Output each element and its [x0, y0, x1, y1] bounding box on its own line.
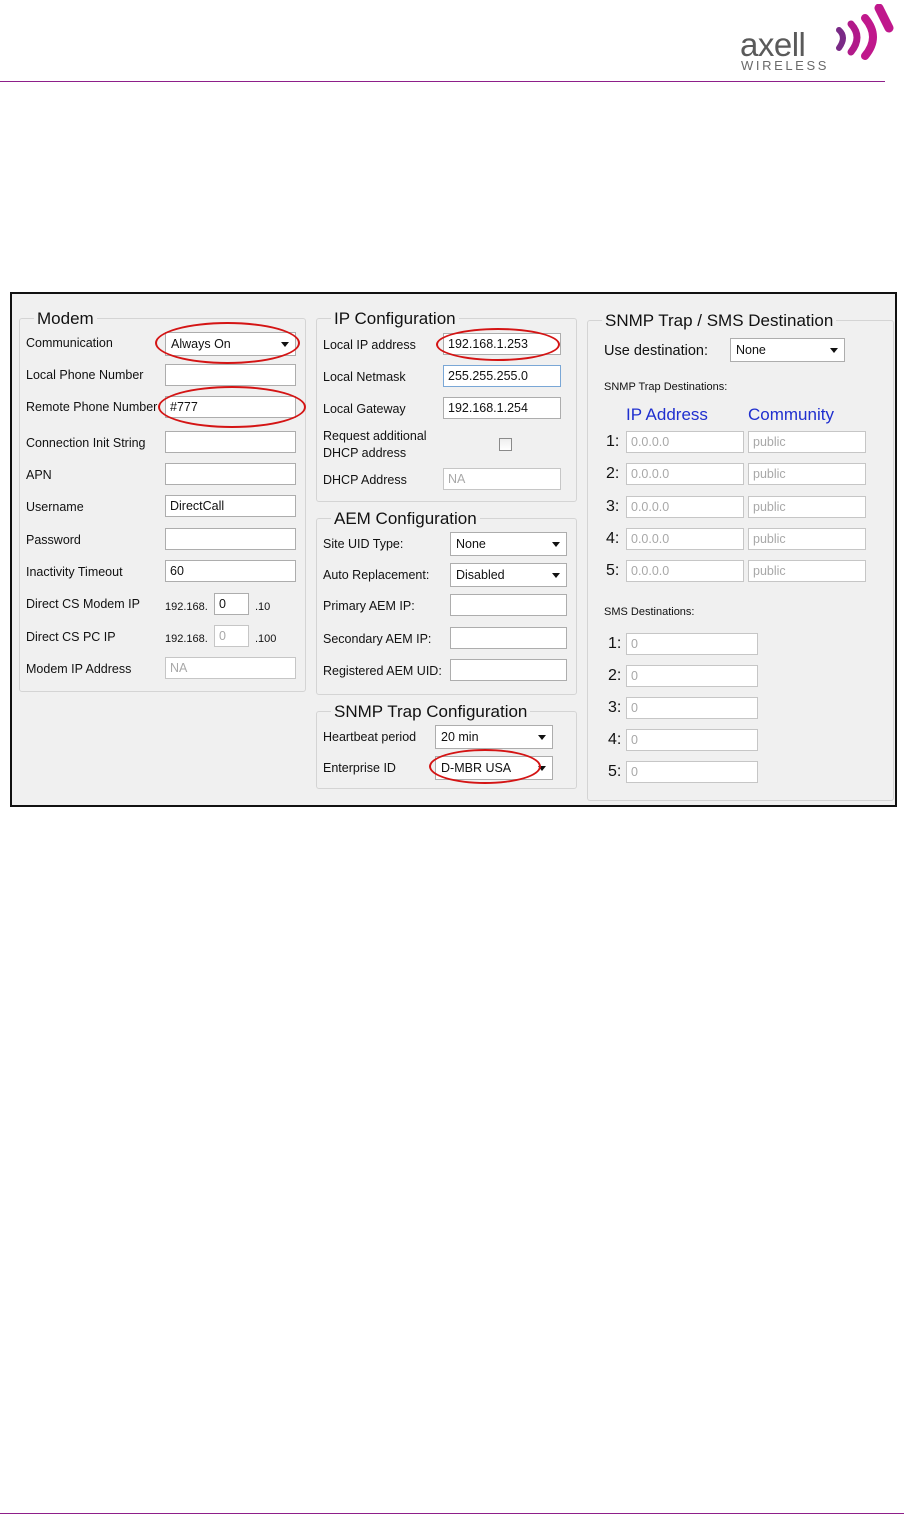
logo-signal-icon	[829, 4, 901, 60]
registered-aem-uid-input[interactable]	[450, 659, 567, 681]
sms-row-number: 2:	[608, 667, 622, 684]
site-uid-type-select[interactable]	[450, 532, 567, 556]
enterprise-id-label: Enterprise ID	[323, 761, 396, 775]
use-destination-select[interactable]	[730, 338, 845, 362]
header-rule	[0, 81, 885, 82]
site-uid-type-label: Site UID Type:	[323, 537, 404, 551]
cs-pc-ip-prefix: 192.168.	[165, 633, 208, 645]
connection-init-input[interactable]	[165, 431, 296, 453]
trap-community-input[interactable]: public	[748, 496, 866, 518]
dhcp-request-label-line2: DHCP address	[323, 446, 407, 460]
cs-pc-ip-label: Direct CS PC IP	[26, 630, 116, 644]
password-input[interactable]	[165, 528, 296, 550]
ip-address-column-header: IP Address	[626, 405, 708, 424]
modem-title: Modem	[37, 309, 94, 328]
chevron-down-icon	[552, 542, 560, 547]
trap-row-number: 2:	[606, 465, 620, 482]
chevron-down-icon	[830, 348, 838, 353]
cs-pc-ip-suffix: .100	[255, 633, 277, 645]
sms-destination-input[interactable]: 0	[626, 729, 758, 751]
dhcp-request-label-line1: Request additional	[323, 429, 427, 443]
password-label: Password	[26, 533, 81, 547]
sms-row-number: 5:	[608, 763, 622, 780]
modem-ip-label: Modem IP Address	[26, 662, 132, 676]
local-phone-input[interactable]	[165, 364, 296, 386]
site-uid-type-value: None	[456, 537, 486, 551]
trap-community-input[interactable]: public	[748, 463, 866, 485]
apn-input[interactable]	[165, 463, 296, 485]
use-destination-label: Use destination:	[604, 343, 708, 359]
cs-modem-ip-label: Direct CS Modem IP	[26, 597, 140, 611]
use-destination-value: None	[736, 343, 766, 357]
cs-modem-ip-suffix: .10	[255, 601, 271, 613]
auto-replacement-value: Disabled	[456, 568, 505, 582]
configuration-screenshot	[10, 292, 897, 807]
registered-aem-uid-label: Registered AEM UID:	[323, 664, 442, 678]
auto-replacement-label: Auto Replacement:	[323, 568, 430, 582]
communication-label: Communication	[26, 336, 113, 350]
trap-community-input[interactable]: public	[748, 528, 866, 550]
cs-modem-ip-input[interactable]: 0	[214, 593, 249, 615]
sms-destination-input[interactable]: 0	[626, 633, 758, 655]
secondary-aem-ip-input[interactable]	[450, 627, 567, 649]
trap-row-number: 4:	[606, 530, 620, 547]
enterprise-id-value: D-MBR USA	[441, 761, 512, 775]
axell-logo	[704, 0, 904, 80]
local-phone-label: Local Phone Number	[26, 368, 144, 382]
primary-aem-ip-label: Primary AEM IP:	[323, 599, 415, 613]
enterprise-id-select[interactable]	[435, 756, 553, 780]
community-column-header: Community	[748, 405, 834, 424]
logo-tagline: WIRELESS	[741, 58, 829, 73]
heartbeat-label: Heartbeat period	[323, 730, 417, 744]
ip-config-title: IP Configuration	[334, 309, 456, 328]
heartbeat-select[interactable]	[435, 725, 553, 749]
auto-replacement-select[interactable]	[450, 563, 567, 587]
local-ip-input[interactable]: 192.168.1.253	[443, 333, 561, 355]
chevron-down-icon	[281, 342, 289, 347]
snmp-trap-config-title: SNMP Trap Configuration	[334, 702, 528, 721]
cs-pc-ip-input[interactable]: 0	[214, 625, 249, 647]
remote-phone-label: Remote Phone Number	[26, 400, 158, 414]
sms-row-number: 3:	[608, 699, 622, 716]
footer-rule	[0, 1513, 904, 1514]
gateway-label: Local Gateway	[323, 402, 406, 416]
communication-value: Always On	[171, 337, 231, 351]
trap-ip-input[interactable]: 0.0.0.0	[626, 528, 744, 550]
inactivity-label: Inactivity Timeout	[26, 565, 123, 579]
sms-row-number: 1:	[608, 635, 622, 652]
primary-aem-ip-input[interactable]	[450, 594, 567, 616]
aem-config-title: AEM Configuration	[334, 509, 477, 528]
heartbeat-value: 20 min	[441, 730, 479, 744]
dhcp-address-input[interactable]: NA	[443, 468, 561, 490]
netmask-input[interactable]: 255.255.255.0	[443, 365, 561, 387]
trap-ip-input[interactable]: 0.0.0.0	[626, 463, 744, 485]
chevron-down-icon	[538, 735, 546, 740]
sms-row-number: 4:	[608, 731, 622, 748]
gateway-input[interactable]: 192.168.1.254	[443, 397, 561, 419]
sms-destination-input[interactable]: 0	[626, 665, 758, 687]
chevron-down-icon	[552, 573, 560, 578]
local-ip-label: Local IP address	[323, 338, 416, 352]
dhcp-request-checkbox[interactable]	[499, 438, 512, 451]
trap-row-number: 1:	[606, 433, 620, 450]
username-input[interactable]: DirectCall	[165, 495, 296, 517]
cs-modem-ip-prefix: 192.168.	[165, 601, 208, 613]
sms-destination-input[interactable]: 0	[626, 761, 758, 783]
sms-destination-input[interactable]: 0	[626, 697, 758, 719]
trap-ip-input[interactable]: 0.0.0.0	[626, 496, 744, 518]
modem-ip-input[interactable]: NA	[165, 657, 296, 679]
trap-ip-input[interactable]: 0.0.0.0	[626, 431, 744, 453]
trap-community-input[interactable]: public	[748, 560, 866, 582]
dhcp-address-label: DHCP Address	[323, 473, 407, 487]
apn-label: APN	[26, 468, 52, 482]
snmp-sms-destination-title: SNMP Trap / SMS Destination	[605, 311, 834, 330]
trap-community-input[interactable]: public	[748, 431, 866, 453]
trap-row-number: 5:	[606, 562, 620, 579]
communication-select[interactable]	[165, 332, 296, 356]
inactivity-input[interactable]: 60	[165, 560, 296, 582]
secondary-aem-ip-label: Secondary AEM IP:	[323, 632, 432, 646]
snmp-trap-destinations-heading: SNMP Trap Destinations:	[604, 381, 728, 393]
trap-row-number: 3:	[606, 498, 620, 515]
chevron-down-icon	[538, 766, 546, 771]
connection-init-label: Connection Init String	[26, 436, 146, 450]
netmask-label: Local Netmask	[323, 370, 406, 384]
logo-wordmark: axell	[740, 26, 806, 63]
username-label: Username	[26, 500, 84, 514]
remote-phone-input[interactable]: #777	[165, 396, 296, 418]
sms-destinations-heading: SMS Destinations:	[604, 606, 695, 618]
trap-ip-input[interactable]: 0.0.0.0	[626, 560, 744, 582]
